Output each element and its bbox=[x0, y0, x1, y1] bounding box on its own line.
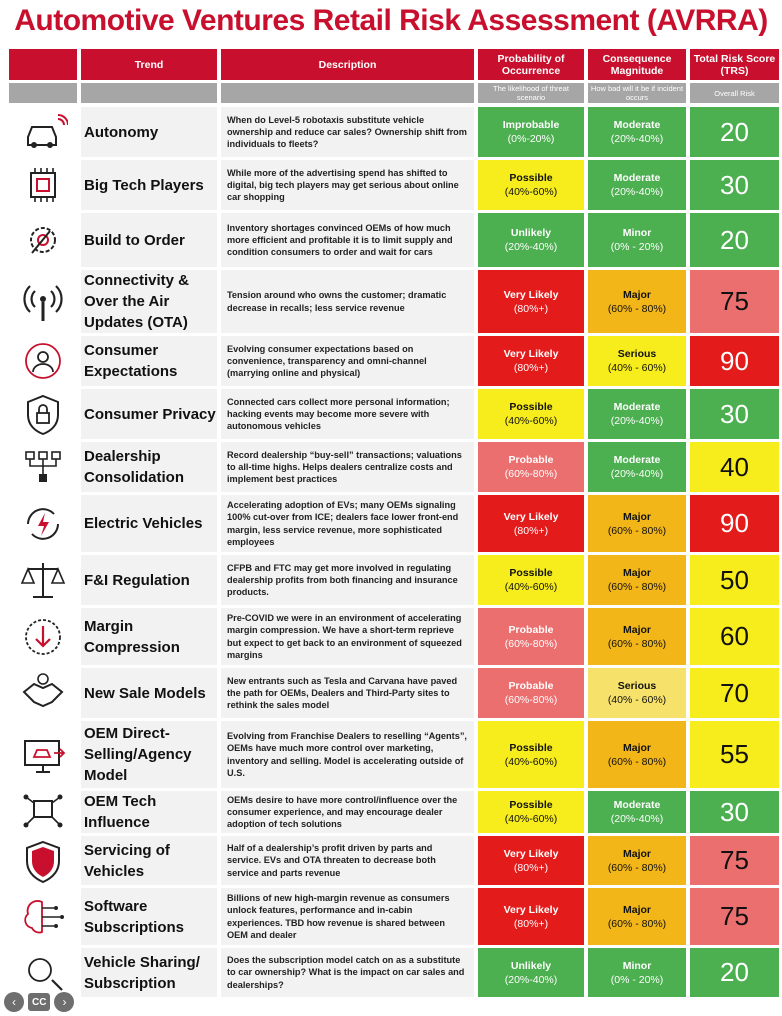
consequence-level: Major bbox=[622, 510, 651, 523]
risk-score: 75 bbox=[690, 836, 779, 888]
consequence-range: (60% - 80%) bbox=[607, 861, 667, 874]
consequence-level: Moderate bbox=[613, 172, 661, 184]
subheader-score: Overall Risk bbox=[690, 83, 779, 103]
header-score: Total Risk Score (TRS) bbox=[690, 49, 779, 80]
consequence-level: Major bbox=[622, 847, 651, 860]
trend-description: When do Level-5 robotaxis substitute vehicle ownership and reduce car sales? Ownership shift from individuals to fleets? bbox=[221, 107, 474, 160]
probability-rating bbox=[478, 836, 584, 888]
probability-range: (80%+) bbox=[513, 917, 549, 930]
trend-description: Tension around who owns the customer; dramatic decrease in recalls; less service revenue bbox=[221, 270, 474, 336]
risk-score: 30 bbox=[690, 160, 779, 213]
brain-circuit-icon bbox=[17, 894, 69, 940]
risk-score: 30 bbox=[690, 389, 779, 442]
probability-level: Probable bbox=[508, 623, 554, 636]
consequence-rating bbox=[588, 721, 686, 791]
org-chart-icon bbox=[17, 444, 69, 490]
risk-score: 90 bbox=[690, 495, 779, 555]
page-title: Automotive Ventures Retail Risk Assessment (AVRRA) bbox=[14, 4, 768, 37]
consequence-range: (20%-40%) bbox=[610, 468, 664, 480]
probability-level: Unlikely bbox=[510, 227, 552, 239]
trend-description: OEMs desire to have more control/influence over the consumer experience, and may encourage dealer adoption of tech solutions bbox=[221, 791, 474, 836]
row-icon-cell bbox=[9, 389, 77, 442]
consequence-range: (60% - 80%) bbox=[607, 524, 667, 537]
probability-level: Possible bbox=[509, 567, 553, 579]
consequence-level: Moderate bbox=[613, 119, 661, 131]
risk-score: 50 bbox=[690, 555, 779, 608]
trend-label: Vehicle Sharing/ Subscription bbox=[81, 948, 217, 1000]
consequence-range: (60% - 80%) bbox=[607, 755, 667, 768]
probability-range: (40%-60%) bbox=[504, 186, 558, 198]
trend-label: F&I Regulation bbox=[81, 555, 217, 608]
probability-rating bbox=[478, 555, 584, 608]
probability-level: Very Likely bbox=[503, 510, 559, 523]
consequence-level: Major bbox=[622, 741, 651, 754]
consequence-rating bbox=[588, 389, 686, 442]
row-icon-cell bbox=[9, 836, 77, 888]
subheader-description bbox=[221, 83, 474, 103]
trend-label: OEM Tech Influence bbox=[81, 791, 217, 836]
trend-description: Accelerating adoption of EVs; many OEMs signaling 100% cut-over from ICE; dealers face lower front-end margin, less service revenue, more sophisticated employees bbox=[221, 495, 474, 555]
handshake-icon bbox=[17, 670, 69, 716]
probability-range: (20%-40%) bbox=[504, 241, 558, 253]
row-icon-cell bbox=[9, 888, 77, 948]
row-icon-cell bbox=[9, 668, 77, 721]
risk-score: 40 bbox=[690, 442, 779, 495]
trend-label: Autonomy bbox=[81, 107, 217, 160]
probability-rating bbox=[478, 160, 584, 213]
consequence-range: (60% - 80%) bbox=[607, 637, 667, 650]
consequence-rating bbox=[588, 555, 686, 608]
subheader-consequence: How bad will it be if incident occurs bbox=[588, 83, 686, 103]
consequence-range: (20%-40%) bbox=[610, 186, 664, 198]
consequence-range: (60% - 80%) bbox=[607, 917, 667, 930]
trend-label: Connectivity & Over the Air Updates (OTA) bbox=[81, 270, 217, 336]
risk-score: 90 bbox=[690, 336, 779, 389]
consequence-level: Serious bbox=[617, 680, 657, 692]
probability-rating bbox=[478, 888, 584, 948]
row-icon-cell bbox=[9, 442, 77, 495]
trend-label: Servicing of Vehicles bbox=[81, 836, 217, 888]
header-probability: Probability of Occurrence bbox=[478, 49, 584, 80]
antenna-icon bbox=[17, 279, 69, 325]
probability-level: Possible bbox=[509, 172, 553, 184]
trend-description: Evolving from Franchise Dealers to reselling “Agents”, OEMs have much more control over marketing, inventory and selling. Model is accelerating outside of U.S. bbox=[221, 721, 474, 791]
consequence-rating bbox=[588, 442, 686, 495]
consequence-rating bbox=[588, 836, 686, 888]
consequence-range: (0% - 20%) bbox=[610, 973, 664, 986]
probability-level: Probable bbox=[508, 680, 554, 692]
probability-level: Probable bbox=[508, 454, 554, 466]
consequence-level: Major bbox=[622, 903, 651, 916]
consequence-level: Moderate bbox=[613, 401, 661, 413]
consequence-level: Serious bbox=[617, 348, 657, 360]
probability-range: (60%-80%) bbox=[504, 637, 558, 650]
header-consequence: Consequence Magnitude bbox=[588, 49, 686, 80]
probability-range: (40%-60%) bbox=[504, 581, 558, 593]
probability-rating bbox=[478, 948, 584, 1000]
consequence-rating bbox=[588, 791, 686, 836]
trend-description: Evolving consumer expectations based on convenience, transparency and omni-channel (marrying online and physical) bbox=[221, 336, 474, 389]
trend-label: Consumer Privacy bbox=[81, 389, 217, 442]
consequence-range: (60% - 80%) bbox=[607, 302, 667, 315]
trend-label: Dealership Consolidation bbox=[81, 442, 217, 495]
probability-range: (0%-20%) bbox=[507, 133, 555, 145]
probability-level: Possible bbox=[509, 799, 553, 811]
risk-score: 20 bbox=[690, 213, 779, 270]
trend-description: While more of the advertising spend has shifted to digital, big tech players may get serious about online car shopping bbox=[221, 160, 474, 213]
consequence-level: Moderate bbox=[613, 799, 661, 811]
row-icon-cell bbox=[9, 555, 77, 608]
consequence-level: Major bbox=[622, 623, 651, 636]
consequence-rating bbox=[588, 107, 686, 160]
risk-score: 20 bbox=[690, 948, 779, 1000]
consequence-rating bbox=[588, 495, 686, 555]
trend-description: Inventory shortages convinced OEMs of how much more efficient and profitable it is to limit supply and condition consumers to order and wait for cars bbox=[221, 213, 474, 270]
consequence-rating bbox=[588, 270, 686, 336]
risk-score: 55 bbox=[690, 721, 779, 791]
probability-rating bbox=[478, 442, 584, 495]
probability-range: (80%+) bbox=[513, 524, 549, 537]
probability-rating bbox=[478, 336, 584, 389]
trend-description: Half of a dealership’s profit driven by parts and service. EVs and OTA threaten to decrease both service and parts revenue bbox=[221, 836, 474, 888]
consequence-range: (20%-40%) bbox=[610, 415, 664, 427]
trend-label: OEM Direct-Selling/Agency Model bbox=[81, 721, 217, 791]
probability-range: (40%-60%) bbox=[504, 415, 558, 427]
row-icon-cell bbox=[9, 495, 77, 555]
probability-range: (80%+) bbox=[513, 861, 549, 874]
probability-level: Very Likely bbox=[503, 903, 559, 916]
trend-label: Margin Compression bbox=[81, 608, 217, 668]
probability-level: Possible bbox=[509, 741, 553, 754]
risk-score: 75 bbox=[690, 888, 779, 948]
consequence-range: (60% - 80%) bbox=[607, 581, 667, 593]
consequence-level: Major bbox=[622, 567, 651, 579]
probability-range: (80%+) bbox=[513, 302, 549, 315]
header-trend: Trend bbox=[81, 49, 217, 80]
row-icon-cell bbox=[9, 791, 77, 836]
trend-description: Record dealership “buy-sell” transactions; valuations to all-time highs. Helps dealers centralize costs and implement best practices bbox=[221, 442, 474, 495]
probability-rating bbox=[478, 389, 584, 442]
row-icon-cell bbox=[9, 213, 77, 270]
row-icon-cell bbox=[9, 160, 77, 213]
consequence-rating bbox=[588, 668, 686, 721]
consequence-rating bbox=[588, 888, 686, 948]
probability-range: (60%-80%) bbox=[504, 694, 558, 706]
consequence-level: Minor bbox=[622, 227, 652, 239]
trend-label: Electric Vehicles bbox=[81, 495, 217, 555]
row-icon-cell bbox=[9, 608, 77, 668]
probability-level: Very Likely bbox=[503, 847, 559, 860]
person-icon bbox=[17, 338, 69, 384]
trend-description: CFPB and FTC may get more involved in regulating dealership profits from both financing and insurance products. bbox=[221, 555, 474, 608]
scales-icon bbox=[17, 557, 69, 603]
trend-description: Connected cars collect more personal information; hacking events may become more severe with autonomous vehicles bbox=[221, 389, 474, 442]
trend-label: Software Subscriptions bbox=[81, 888, 217, 948]
trend-description: New entrants such as Tesla and Carvana have paved the path for OEMs, Dealers and Third-Party sites to rethink the sales model bbox=[221, 668, 474, 721]
chip-icon bbox=[17, 162, 69, 208]
consequence-range: (40% - 60%) bbox=[607, 362, 667, 374]
probability-rating bbox=[478, 107, 584, 160]
probability-rating bbox=[478, 668, 584, 721]
probability-level: Unlikely bbox=[510, 959, 552, 972]
probability-level: Very Likely bbox=[503, 348, 559, 360]
next-button[interactable]: › bbox=[54, 992, 74, 1012]
trend-label: Build to Order bbox=[81, 213, 217, 270]
consequence-rating bbox=[588, 948, 686, 1000]
probability-rating bbox=[478, 721, 584, 791]
row-icon-cell bbox=[9, 721, 77, 791]
network-icon bbox=[17, 789, 69, 835]
header-description: Description bbox=[221, 49, 474, 80]
previous-button[interactable]: ‹ bbox=[4, 992, 24, 1012]
probability-level: Very Likely bbox=[503, 288, 559, 301]
probability-level: Improbable bbox=[502, 119, 560, 131]
trend-description: Does the subscription model catch on as a substitute to car ownership? What is the impact on car sales and dealerships? bbox=[221, 948, 474, 1000]
consequence-range: (40% - 60%) bbox=[607, 694, 667, 706]
down-arrow-circle-icon bbox=[17, 614, 69, 660]
shield-hand-icon bbox=[17, 838, 69, 884]
probability-rating bbox=[478, 213, 584, 270]
row-icon-cell bbox=[9, 107, 77, 160]
monitor-car-icon bbox=[17, 732, 69, 778]
risk-score: 70 bbox=[690, 668, 779, 721]
risk-score: 75 bbox=[690, 270, 779, 336]
probability-range: (20%-40%) bbox=[504, 973, 558, 986]
consequence-rating bbox=[588, 160, 686, 213]
consequence-range: (20%-40%) bbox=[610, 813, 664, 825]
trend-label: Big Tech Players bbox=[81, 160, 217, 213]
consequence-level: Minor bbox=[622, 959, 652, 972]
gear-wrench-icon bbox=[17, 217, 69, 263]
probability-rating bbox=[478, 270, 584, 336]
consequence-rating bbox=[588, 336, 686, 389]
video-controls bbox=[4, 992, 74, 1012]
consequence-range: (20%-40%) bbox=[610, 133, 664, 145]
row-icon-cell bbox=[9, 336, 77, 389]
trend-description: Billions of new high-margin revenue as consumers unlock features, performance and in-cabin experiences. TBD how revenue is shared between OEM and dealer bbox=[221, 888, 474, 948]
captions-button[interactable]: CC bbox=[28, 993, 50, 1011]
risk-table bbox=[9, 49, 776, 1000]
consequence-rating bbox=[588, 213, 686, 270]
trend-description: Pre-COVID we were in an environment of accelerating margin compression. We have a short-term reprieve but expect to get back to an environment of squeezed margins bbox=[221, 608, 474, 668]
consequence-level: Major bbox=[622, 288, 651, 301]
probability-range: (40%-60%) bbox=[504, 755, 558, 768]
consequence-rating bbox=[588, 608, 686, 668]
ev-charge-icon bbox=[17, 501, 69, 547]
risk-score: 30 bbox=[690, 791, 779, 836]
trend-label: New Sale Models bbox=[81, 668, 217, 721]
subheader-icon-spacer bbox=[9, 83, 77, 103]
probability-rating bbox=[478, 791, 584, 836]
risk-score: 20 bbox=[690, 107, 779, 160]
probability-level: Possible bbox=[509, 401, 553, 413]
probability-range: (80%+) bbox=[513, 362, 549, 374]
probability-rating bbox=[478, 608, 584, 668]
header-icon-spacer bbox=[9, 49, 77, 80]
lock-shield-icon bbox=[17, 391, 69, 437]
risk-score: 60 bbox=[690, 608, 779, 668]
consequence-range: (0% - 20%) bbox=[610, 241, 664, 253]
row-icon-cell bbox=[9, 270, 77, 336]
probability-rating bbox=[478, 495, 584, 555]
consequence-level: Moderate bbox=[613, 454, 661, 466]
subheader-probability: The likelihood of threat scenario bbox=[478, 83, 584, 103]
subheader-trend bbox=[81, 83, 217, 103]
trend-label: Consumer Expectations bbox=[81, 336, 217, 389]
probability-range: (40%-60%) bbox=[504, 813, 558, 825]
car-wifi-icon bbox=[17, 109, 69, 155]
probability-range: (60%-80%) bbox=[504, 468, 558, 480]
dollar-pen-icon bbox=[17, 950, 69, 996]
